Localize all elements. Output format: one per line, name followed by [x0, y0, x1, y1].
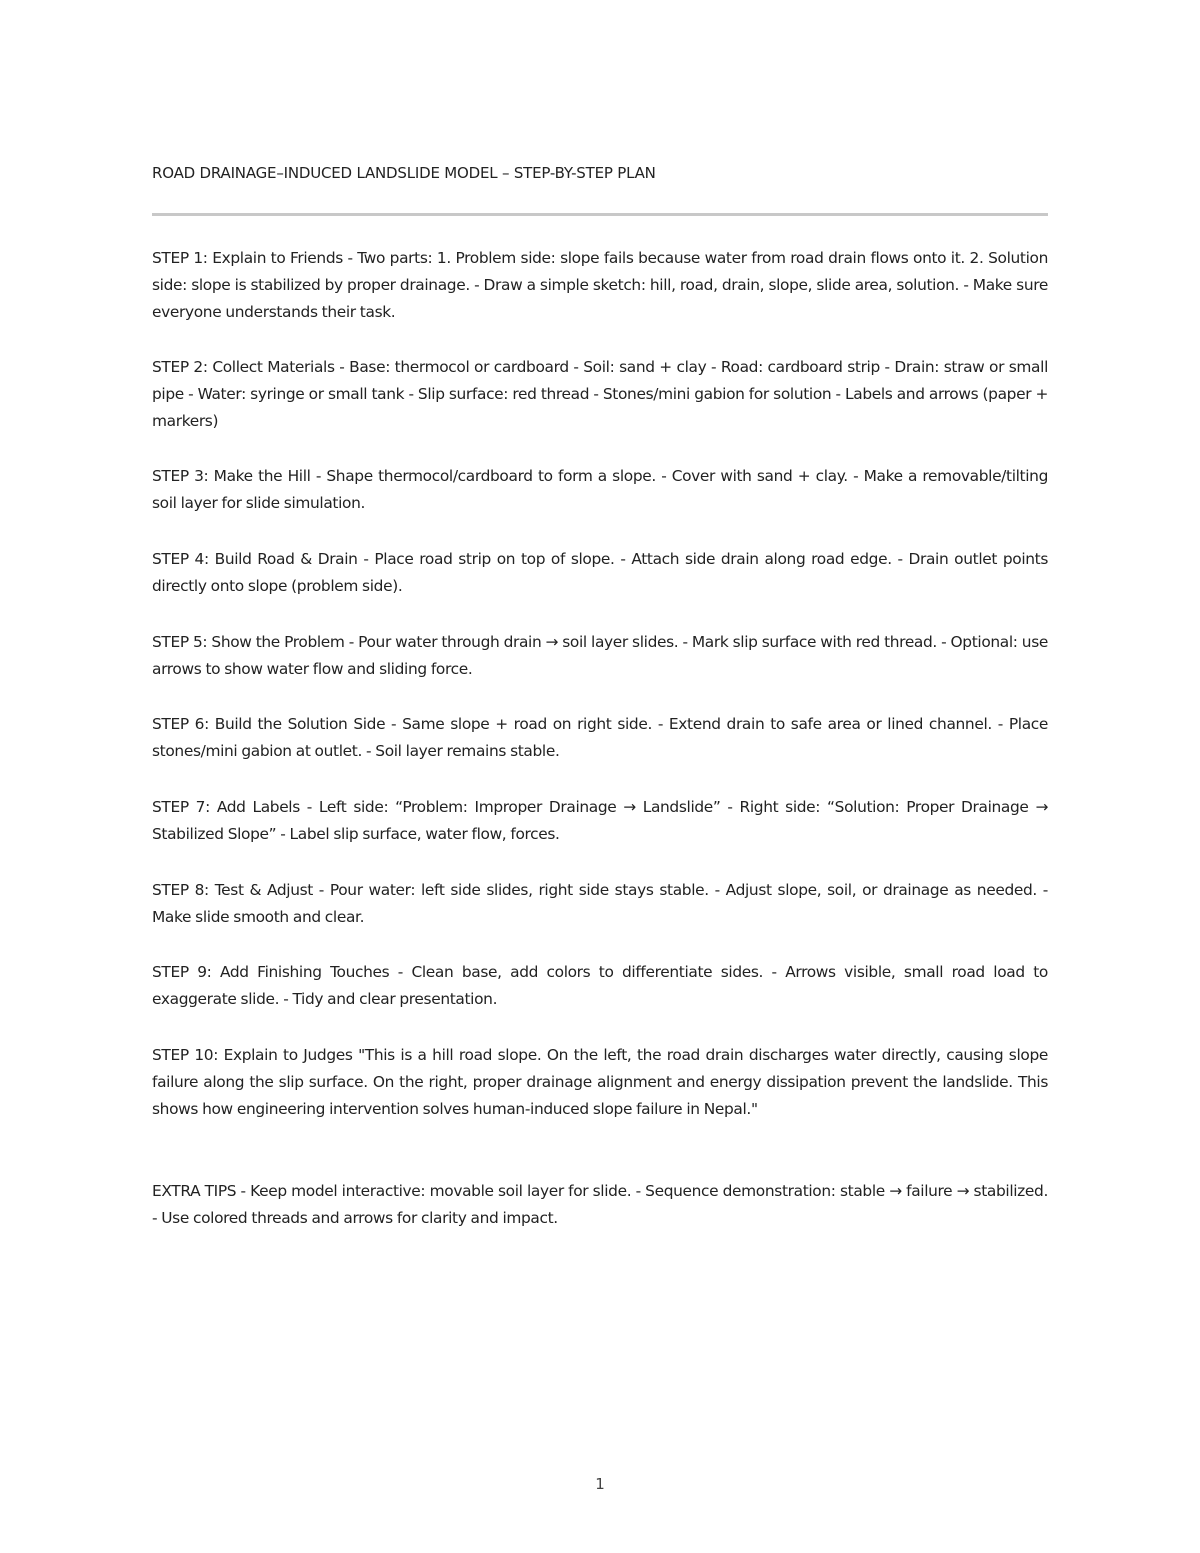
step-2-paragraph: STEP 2: Collect Materials - Base: thermocol or cardboard - Soil: sand + clay - Road: cardboard strip - Drain: straw or small pipe - Water: syringe or small tank - Slip surface: red thread - Stones/mini gabion for solution - Labels and arrows (paper + markers) [152, 358, 1048, 430]
step-8-paragraph: STEP 8: Test & Adjust - Pour water: left side slides, right side stays stable. - Adjust slope, soil, or drainage as needed. - Make slide smooth and clear. [152, 881, 1048, 926]
step-6-paragraph: STEP 6: Build the Solution Side - Same slope + road on right side. - Extend drain to safe area or lined channel. - Place stones/mini gabion at outlet. - Soil layer remains stable. [152, 715, 1048, 760]
step-4-paragraph: STEP 4: Build Road & Drain - Place road strip on top of slope. - Attach side drain along road edge. - Drain outlet points directly onto slope (problem side). [152, 550, 1048, 595]
page-number: 1 [595, 1475, 605, 1493]
step-3-paragraph: STEP 3: Make the Hill - Shape thermocol/cardboard to form a slope. - Cover with sand + clay. - Make a removable/tilting soil layer for slide simulation. [152, 467, 1048, 512]
step-10-paragraph: STEP 10: Explain to Judges "This is a hill road slope. On the left, the road drain discharges water directly, causing slope failure along the slip surface. On the right, proper drainage alignment and energy dissipation prevent the landslide. This shows how engineering intervention solves human-induced slope failure in Nepal." [152, 1046, 1048, 1118]
step-7-paragraph: STEP 7: Add Labels - Left side: “Problem: Improper Drainage → Landslide” - Right side: “Solution: Proper Drainage → Stabilized Slope” - Label slip surface, water flow, forces. [152, 798, 1048, 843]
extra-tips-paragraph: EXTRA TIPS - Keep model interactive: movable soil layer for slide. - Sequence demonstration: stable → failure → stabilized. - Use colored threads and arrows for clarity and impact. [152, 1182, 1048, 1227]
title-divider [152, 213, 1048, 216]
step-9-paragraph: STEP 9: Add Finishing Touches - Clean base, add colors to differentiate sides. - Arrows visible, small road load to exaggerate slide. - Tidy and clear presentation. [152, 963, 1048, 1008]
step-1-paragraph: STEP 1: Explain to Friends - Two parts: 1. Problem side: slope fails because water from road drain flows onto it. 2. Solution side: slope is stabilized by proper drainage. - Draw a simple sketch: hill, road, drain, slope, slide area, solution. - Make sure everyone understands their task. [152, 249, 1048, 321]
step-5-paragraph: STEP 5: Show the Problem - Pour water through drain → soil layer slides. - Mark slip surface with red thread. - Optional: use arrows to show water flow and sliding force. [152, 633, 1048, 678]
document-title: ROAD DRAINAGE–INDUCED LANDSLIDE MODEL – STEP-BY-STEP PLAN [152, 164, 656, 182]
